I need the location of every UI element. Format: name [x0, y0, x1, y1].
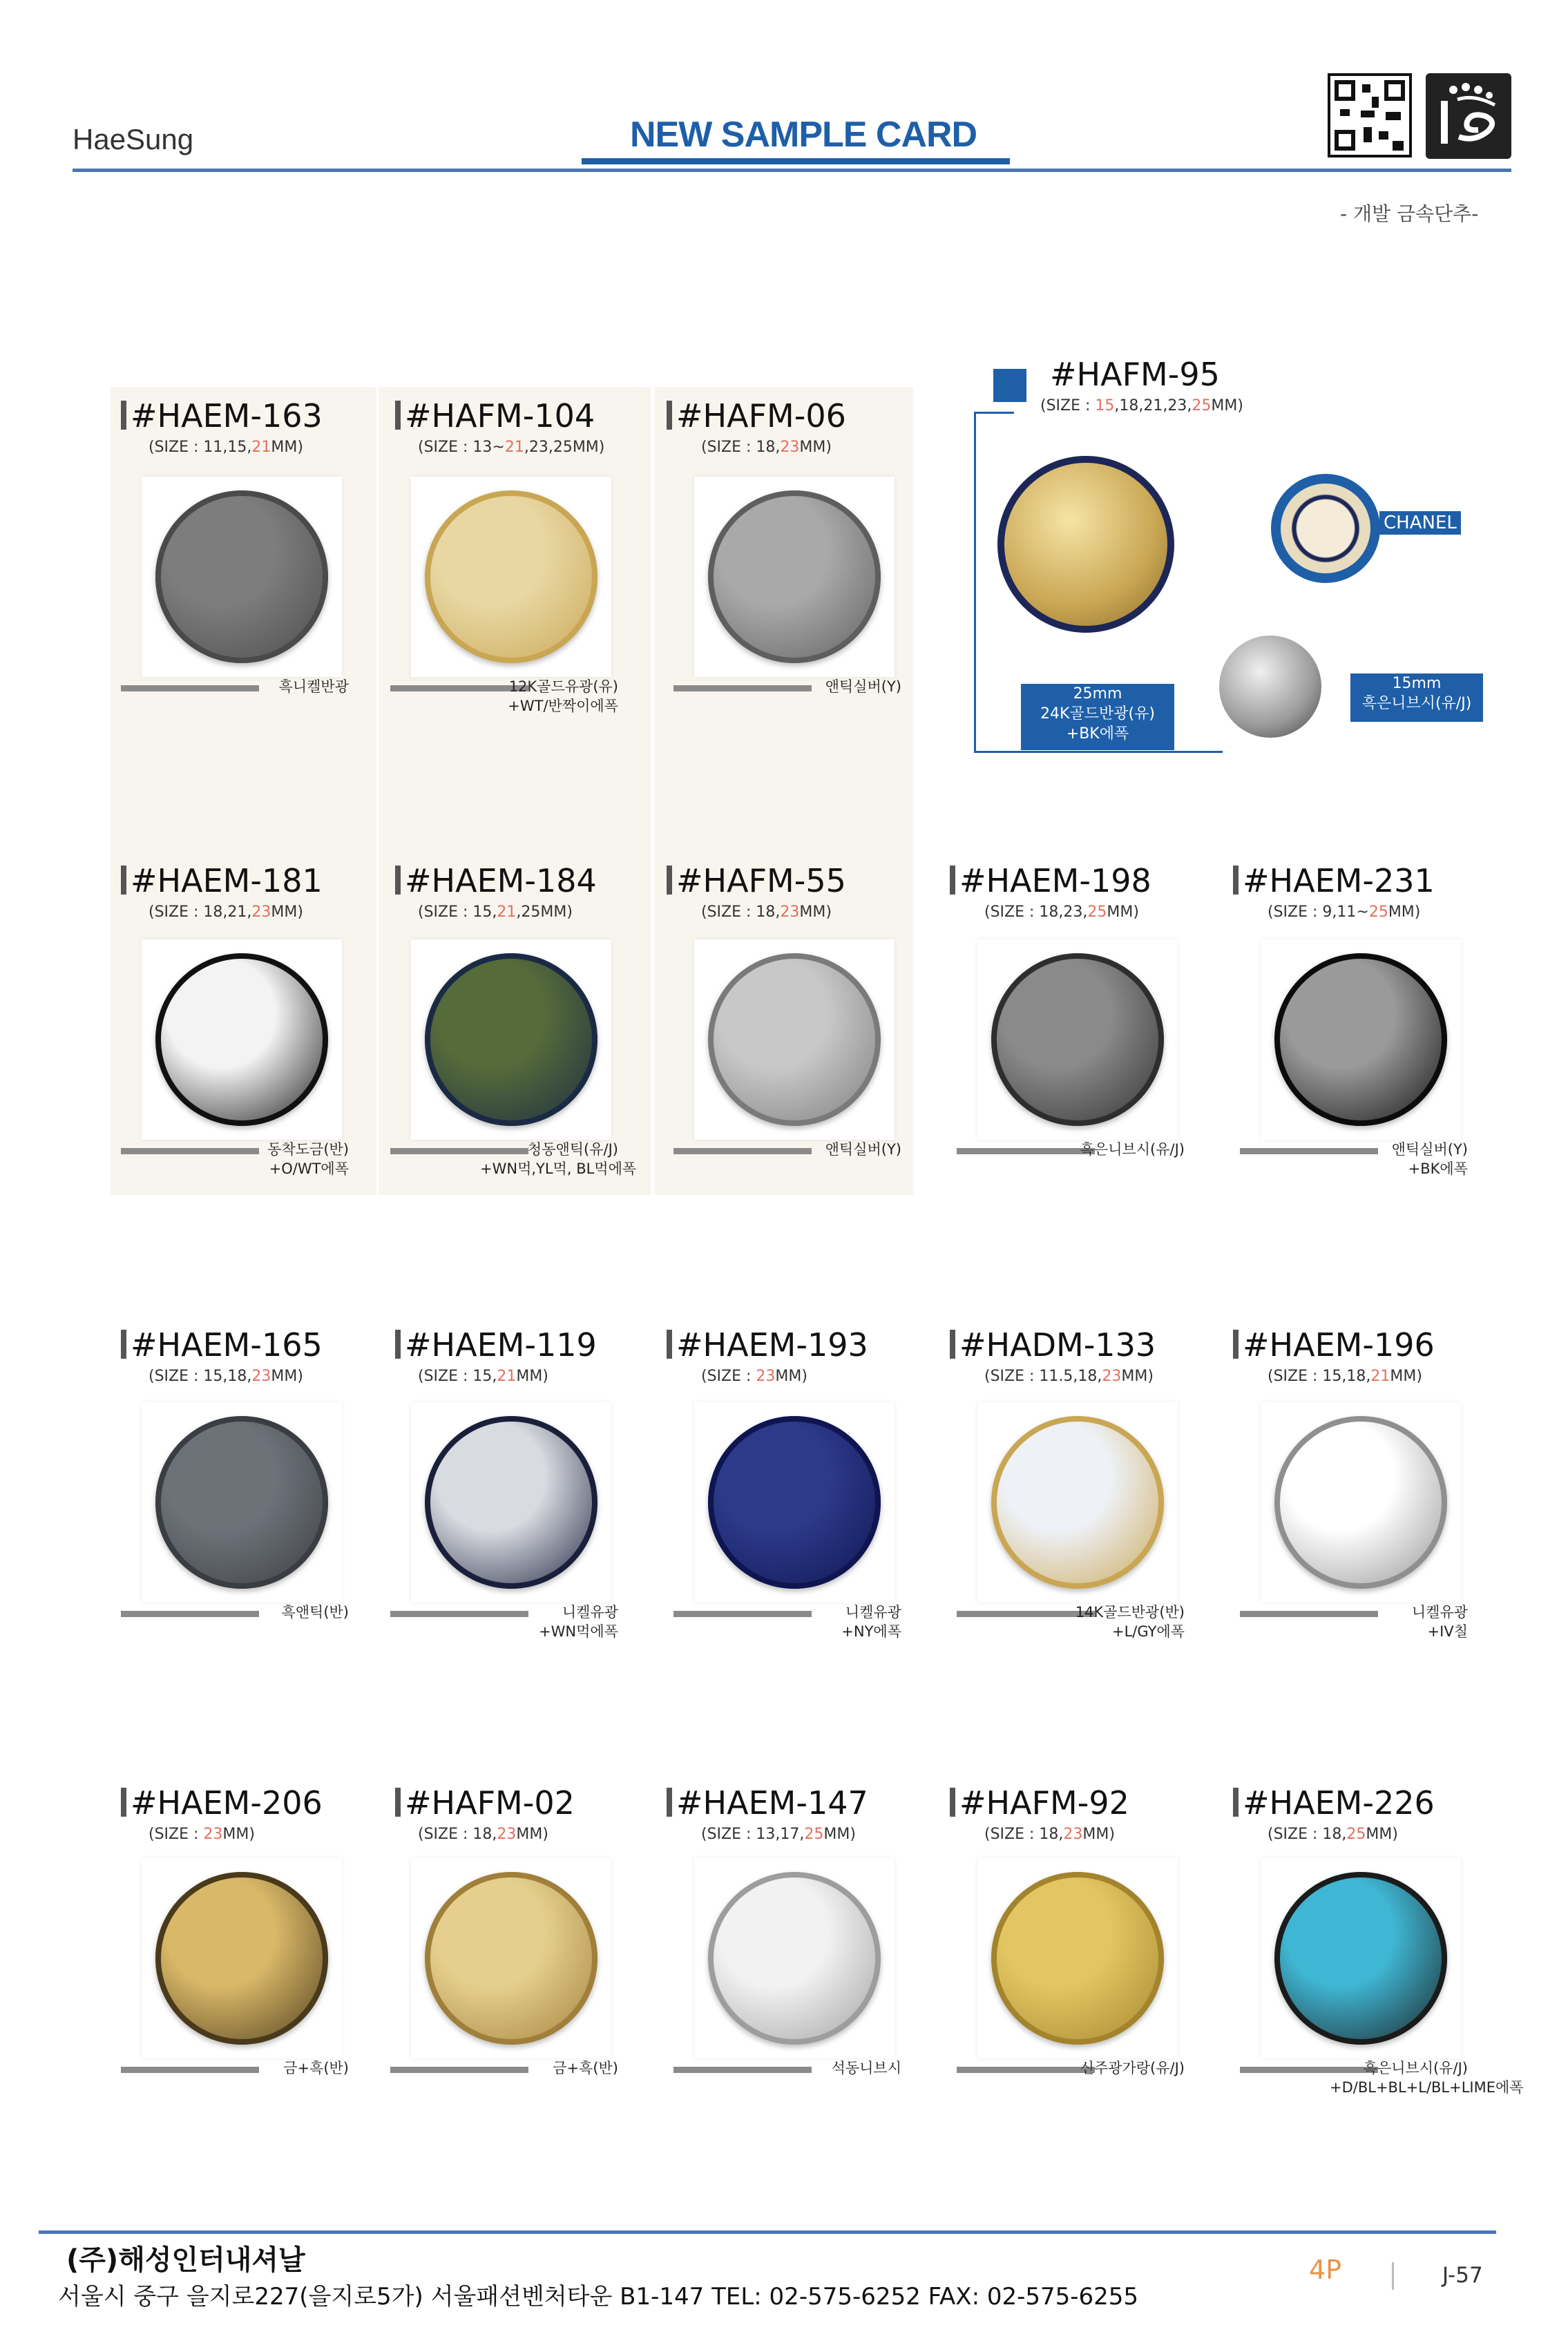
finish-label: 니켈유광 +IV칠: [1411, 1604, 1468, 1640]
finish-label: 흑앤틱(반): [281, 1604, 349, 1621]
product-code: #HAFM-104: [395, 397, 595, 434]
button-image: [708, 953, 881, 1126]
button-image: [425, 1872, 597, 2045]
product-code: #HAEM-165: [121, 1326, 323, 1364]
button-image: [1274, 953, 1447, 1126]
product-size: (SIZE : 18,23,25MM): [984, 904, 1139, 921]
finish-label: 석동니브시: [831, 2060, 901, 2076]
button-image: [155, 490, 328, 663]
finish-label: 흑니켈반광: [278, 678, 349, 695]
featured-large-label: 25mm 24K골드반광(유) +BK에폭: [1021, 684, 1174, 750]
featured-code: #HAFM-95: [1050, 356, 1220, 393]
product-code: #HAFM-55: [667, 862, 846, 899]
product-size: (SIZE : 18,23MM): [701, 439, 832, 456]
button-image: [708, 1872, 881, 2045]
product-code: #HAEM-196: [1233, 1326, 1435, 1364]
product-code: #HAEM-226: [1233, 1784, 1435, 1822]
button-image: [991, 953, 1164, 1126]
product-code: #HAEM-119: [395, 1326, 597, 1364]
product-size: (SIZE : 18,23MM): [984, 1826, 1115, 1843]
finish-label: 앤틱실버(Y) +BK에폭: [1391, 1141, 1468, 1177]
button-image: [708, 490, 881, 663]
product-size: (SIZE : 13~21,23,25MM): [418, 439, 605, 456]
button-image: [425, 953, 597, 1126]
product-size: (SIZE : 18,21,23MM): [149, 904, 303, 921]
finish-label: 금+흑(반): [283, 2060, 349, 2076]
product-size: (SIZE : 23MM): [701, 1368, 807, 1385]
brand-name: HaeSung: [73, 123, 194, 155]
featured-bracket: [974, 412, 1014, 414]
finish-label: 흑은니브시(유/J) +D/BL+BL+L/BL+LIME에폭: [1330, 2060, 1524, 2096]
finish-label: 금+흑(반): [553, 2060, 618, 2076]
product-code: #HAEM-206: [121, 1784, 323, 1822]
button-image: [425, 1416, 597, 1589]
featured-bracket-bottom: [974, 751, 1223, 753]
button-image: [155, 1872, 328, 2045]
featured-chanel-button-image: [1281, 484, 1370, 573]
finish-label: 14K골드반광(반) +L/GY에폭: [1075, 1604, 1185, 1640]
product-size: (SIZE : 18,23MM): [418, 1826, 548, 1843]
company-address: 서울시 중구 을지로227(을지로5가) 서울패션벤처타운 B1-147 TEL: 02-575-6252 FAX: 02-575-6255: [58, 2283, 1139, 2311]
header-divider: [73, 169, 1511, 172]
brand-logo-icon: [1426, 73, 1511, 159]
product-size: (SIZE : 23MM): [149, 1826, 255, 1843]
finish-label: 니켈유광 +NY에폭: [841, 1604, 901, 1640]
product-size: (SIZE : 18,25MM): [1268, 1826, 1398, 1843]
finish-label: 12K골드유광(유) +WT/반짝이에폭: [508, 678, 618, 714]
product-code: #HADM-133: [950, 1326, 1156, 1364]
button-image: [991, 1416, 1164, 1589]
page-code: J-57: [1442, 2263, 1483, 2288]
product-size: (SIZE : 13,17,25MM): [701, 1826, 856, 1843]
footer-divider: [39, 2230, 1496, 2234]
finish-label: 청동앤틱(유/J) +WN먹,YL먹, BL먹에폭: [480, 1141, 637, 1177]
page-separator: [1392, 2262, 1394, 2290]
qr-code-icon: [1328, 73, 1412, 157]
finish-label: 동착도금(반) +O/WT에폭: [267, 1141, 349, 1177]
product-size: (SIZE : 15,21MM): [418, 1368, 548, 1385]
button-image: [708, 1416, 881, 1589]
button-image: [425, 490, 597, 663]
chanel-tag: CHANEL: [1379, 511, 1461, 535]
product-size: (SIZE : 11.5,18,23MM): [984, 1368, 1154, 1385]
featured-small-label: 15mm 흑은니브시(유/J): [1350, 673, 1483, 722]
button-image: [991, 1872, 1164, 2045]
product-size: (SIZE : 15,18,23MM): [149, 1368, 303, 1385]
button-image: [155, 953, 328, 1126]
finish-label: 흑은니브시(유/J): [1080, 1141, 1185, 1158]
product-code: #HAEM-147: [667, 1784, 868, 1822]
company-name: (주)해성인터내셔날: [66, 2244, 305, 2276]
product-size: (SIZE : 11,15,21MM): [149, 439, 303, 456]
page-title: NEW SAMPLE CARD: [630, 115, 977, 155]
finish-label: 앤틱실버(Y): [825, 1141, 901, 1158]
featured-large-button-image: [997, 456, 1174, 633]
button-image: [1274, 1416, 1447, 1589]
featured-small-button-image: [1219, 635, 1321, 738]
page-number: 4P: [1309, 2255, 1342, 2285]
product-size: (SIZE : 18,23MM): [701, 904, 832, 921]
product-code: #HAEM-231: [1233, 862, 1435, 899]
featured-marker: [993, 369, 1026, 402]
finish-label: 니켈유광 +WN먹에폭: [539, 1604, 618, 1640]
product-code: #HAEM-193: [667, 1326, 868, 1364]
featured-size: (SIZE : 15,18,21,23,25MM): [1040, 397, 1243, 414]
product-code: #HAEM-184: [395, 862, 597, 899]
product-code: #HAFM-02: [395, 1784, 575, 1822]
product-size: (SIZE : 15,21,25MM): [418, 904, 573, 921]
product-code: #HAEM-198: [950, 862, 1151, 899]
product-code: #HAEM-181: [121, 862, 323, 899]
button-image: [1274, 1872, 1447, 2045]
finish-label: 신주광가랑(유/J): [1080, 2060, 1185, 2076]
title-underline: [582, 158, 1010, 164]
product-code: #HAEM-163: [121, 397, 323, 434]
page-subtitle: - 개발 금속단추-: [1340, 202, 1479, 225]
product-size: (SIZE : 9,11~25MM): [1268, 904, 1421, 921]
finish-label: 앤틱실버(Y): [825, 678, 901, 695]
product-size: (SIZE : 15,18,21MM): [1268, 1368, 1422, 1385]
product-code: #HAFM-92: [950, 1784, 1129, 1822]
button-image: [155, 1416, 328, 1589]
featured-bracket-vertical: [974, 412, 976, 753]
product-code: #HAFM-06: [667, 397, 846, 434]
